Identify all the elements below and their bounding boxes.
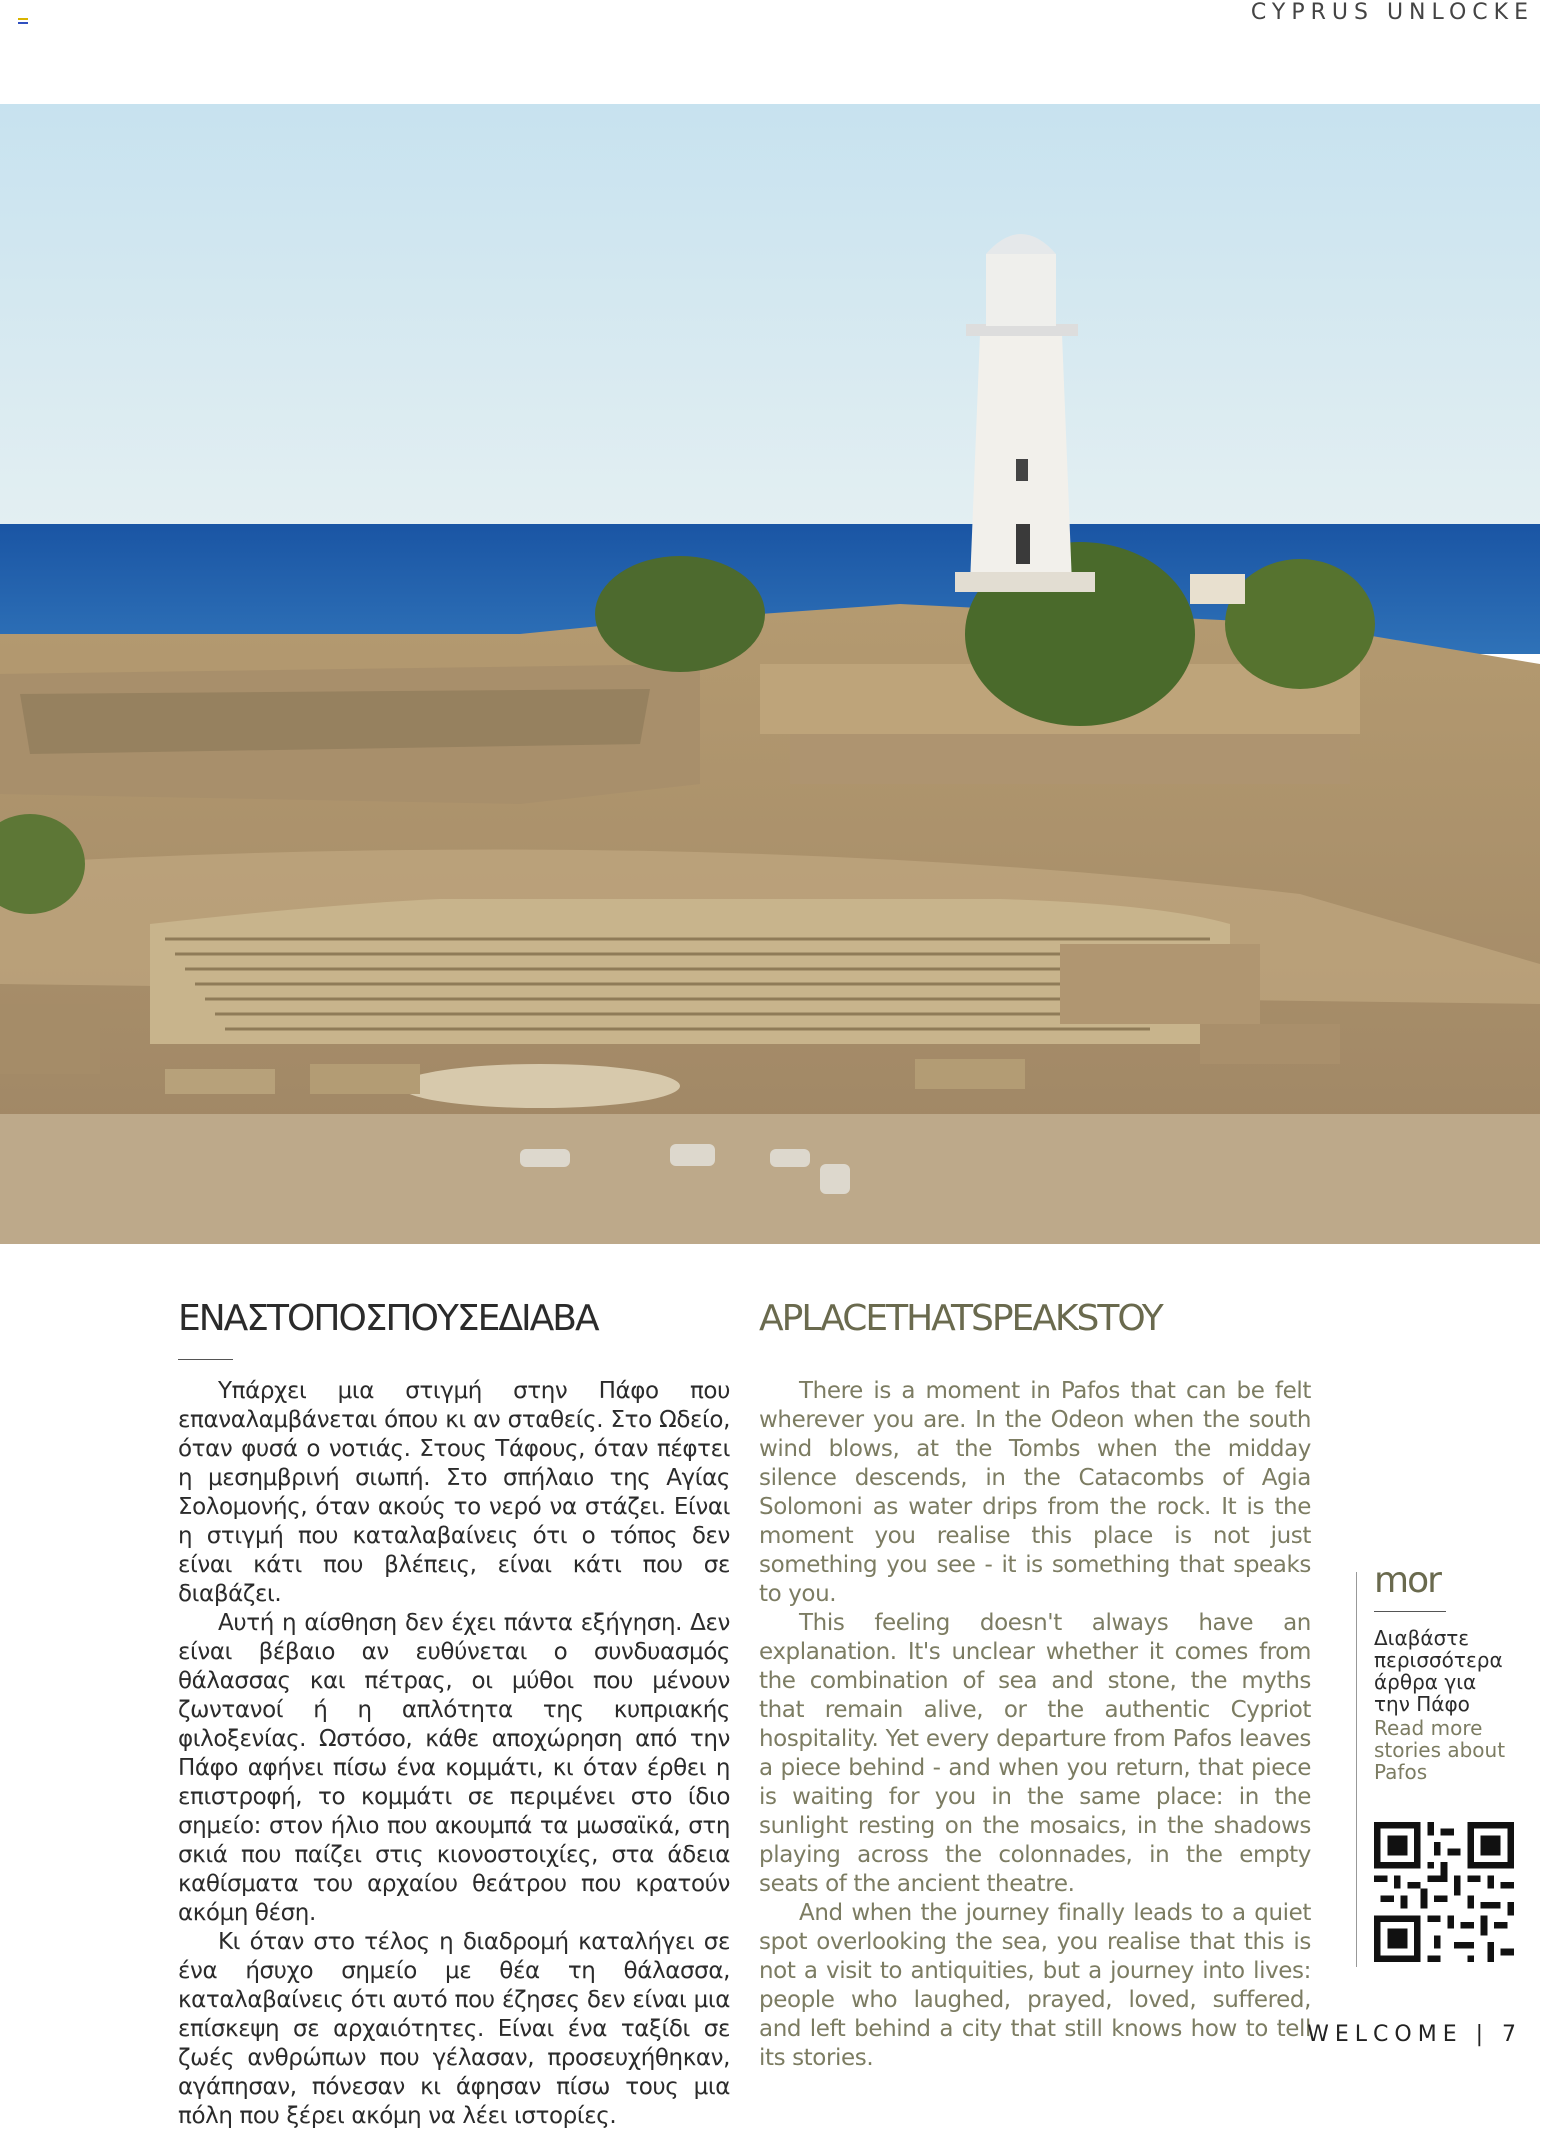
hero-photo-lighthouse-odeon (0, 104, 1540, 1244)
fort-wall-lower (790, 734, 1350, 784)
magazine-header-title: CYPRUS UNLOCKE (1250, 0, 1534, 25)
sidebar-greek-text: Διαβάστε περισσότερα άρθρα για την Πάφο (1374, 1626, 1503, 1716)
page-footer: WELCOME | 7 (1307, 2022, 1522, 2047)
sidebar-divider (1356, 1572, 1357, 1967)
english-article-body (759, 1377, 1311, 2073)
read-more-label: mor (1374, 1560, 1440, 1601)
sidebar-english-text: Read more stories about Pafos (1374, 1716, 1506, 1784)
rock-ledge (20, 689, 650, 754)
building-right (1190, 574, 1245, 604)
greek-paragraph: Αυτή η αίσθηση δεν έχει πάντα εξήγηση. Δεν είναι βέβαιο αν ευθύνεται ο συνδυασμός θάλασσας και πέτρας, οι μύθοι που μένουν ζωντανοί ή η απλότητα της κυπριακής φιλοξενίας. Ωστόσο, κάθε αποχώρηση από την Πάφο αφήνει πίσω ένα κομμάτι, κι όταν έρθει η επιστροφή, το κομμάτι σε περιμένει στο ίδιο σημείο: στον ήλιο που ακουμπά τα μωσαϊκά, στη σκιά που παίζει στις κιονοστοιχίες, στα άδεια καθίσματα του αρχαίου θεάτρου που κρατούν ακόμη θέση. (178, 1610, 730, 1926)
qr-code-icon[interactable] (1374, 1822, 1514, 1962)
sky (0, 104, 1540, 524)
english-paragraph: And when the journey finally leads to a quiet spot overlooking the sea, you realise that this is not a visit to antiquities, but a journey into lives: people who laughed, prayed, loved, suffered, and left behind a city that still knows how to tell its stories. (759, 1900, 1311, 2071)
greek-column-title: ΕΝΑΣΤΟΠΟΣΠΟΥΣΕΔΙΑΒΑ (178, 1298, 598, 1339)
foreground-field (0, 1114, 1540, 1244)
english-paragraph: This feeling doesn't always have an explanation. It's unclear whether it comes from the combination of sea and stone, the myths that remain alive, or the authentic Cypriot hospitality. Yet every departure from Pafos leaves a piece behind - and when you return, that piece is waiting for you in the same place: in the sunlight resting on the mosaics, in the shadows playing across the colonnades, in the empty seats of the ancient theatre. (759, 1610, 1311, 1897)
greek-article-body (178, 1377, 730, 2131)
greek-paragraph: Υπάρχει μια στιγμή στην Πάφο που επαναλαμβάνεται όπου κι αν σταθείς. Στο Ωδείο, όταν φυσά ο νοτιάς. Στους Τάφους, όταν πέφτει η μεσημβρινή σιωπή. Στο σπήλαιο της Αγίας Σολομονής, όταν ακούς το νερό να στάζει. Είναι η στιγμή που καταλαβαίνεις ότι ο τόπος δεν είναι κάτι που βλέπεις, είναι κάτι που σε διαβάζει. (178, 1378, 730, 1607)
english-column-title: APLACETHATSPEAKSTOY (759, 1298, 1162, 1339)
english-paragraph: There is a moment in Pafos that can be felt wherever you are. In the Odeon when the south wind blows, at the Tombs when the midday silence descends, in the Catacombs of Agia Solomoni as water drips from the rock. It is the moment you realise this place is not just something you see - it is something that speaks to you. (759, 1378, 1311, 1607)
greek-paragraph: Κι όταν στο τέλος η διαδρομή καταλήγει σε ένα ήσυχο σημείο με θέα τη θάλασσα, καταλαβαίνεις ότι αυτό που έζησες δεν είναι μια επίσκεψη σε αρχαιότητες. Είναι ένα ταξίδι σε ζωές ανθρώπων που γέλασαν, προσευχήθηκαν, αγάπησαν, πόνεσαν κι άφησαν πίσω τους μια πόλη που ξέρει ακόμη να λέει ιστορίες. (178, 1929, 730, 2129)
tree-left (595, 556, 765, 672)
corner-color-mark (18, 18, 28, 26)
sidebar-rule (1374, 1611, 1446, 1612)
greek-title-rule (178, 1359, 233, 1360)
ruins-left (0, 1004, 100, 1074)
tree-right (1225, 559, 1375, 689)
